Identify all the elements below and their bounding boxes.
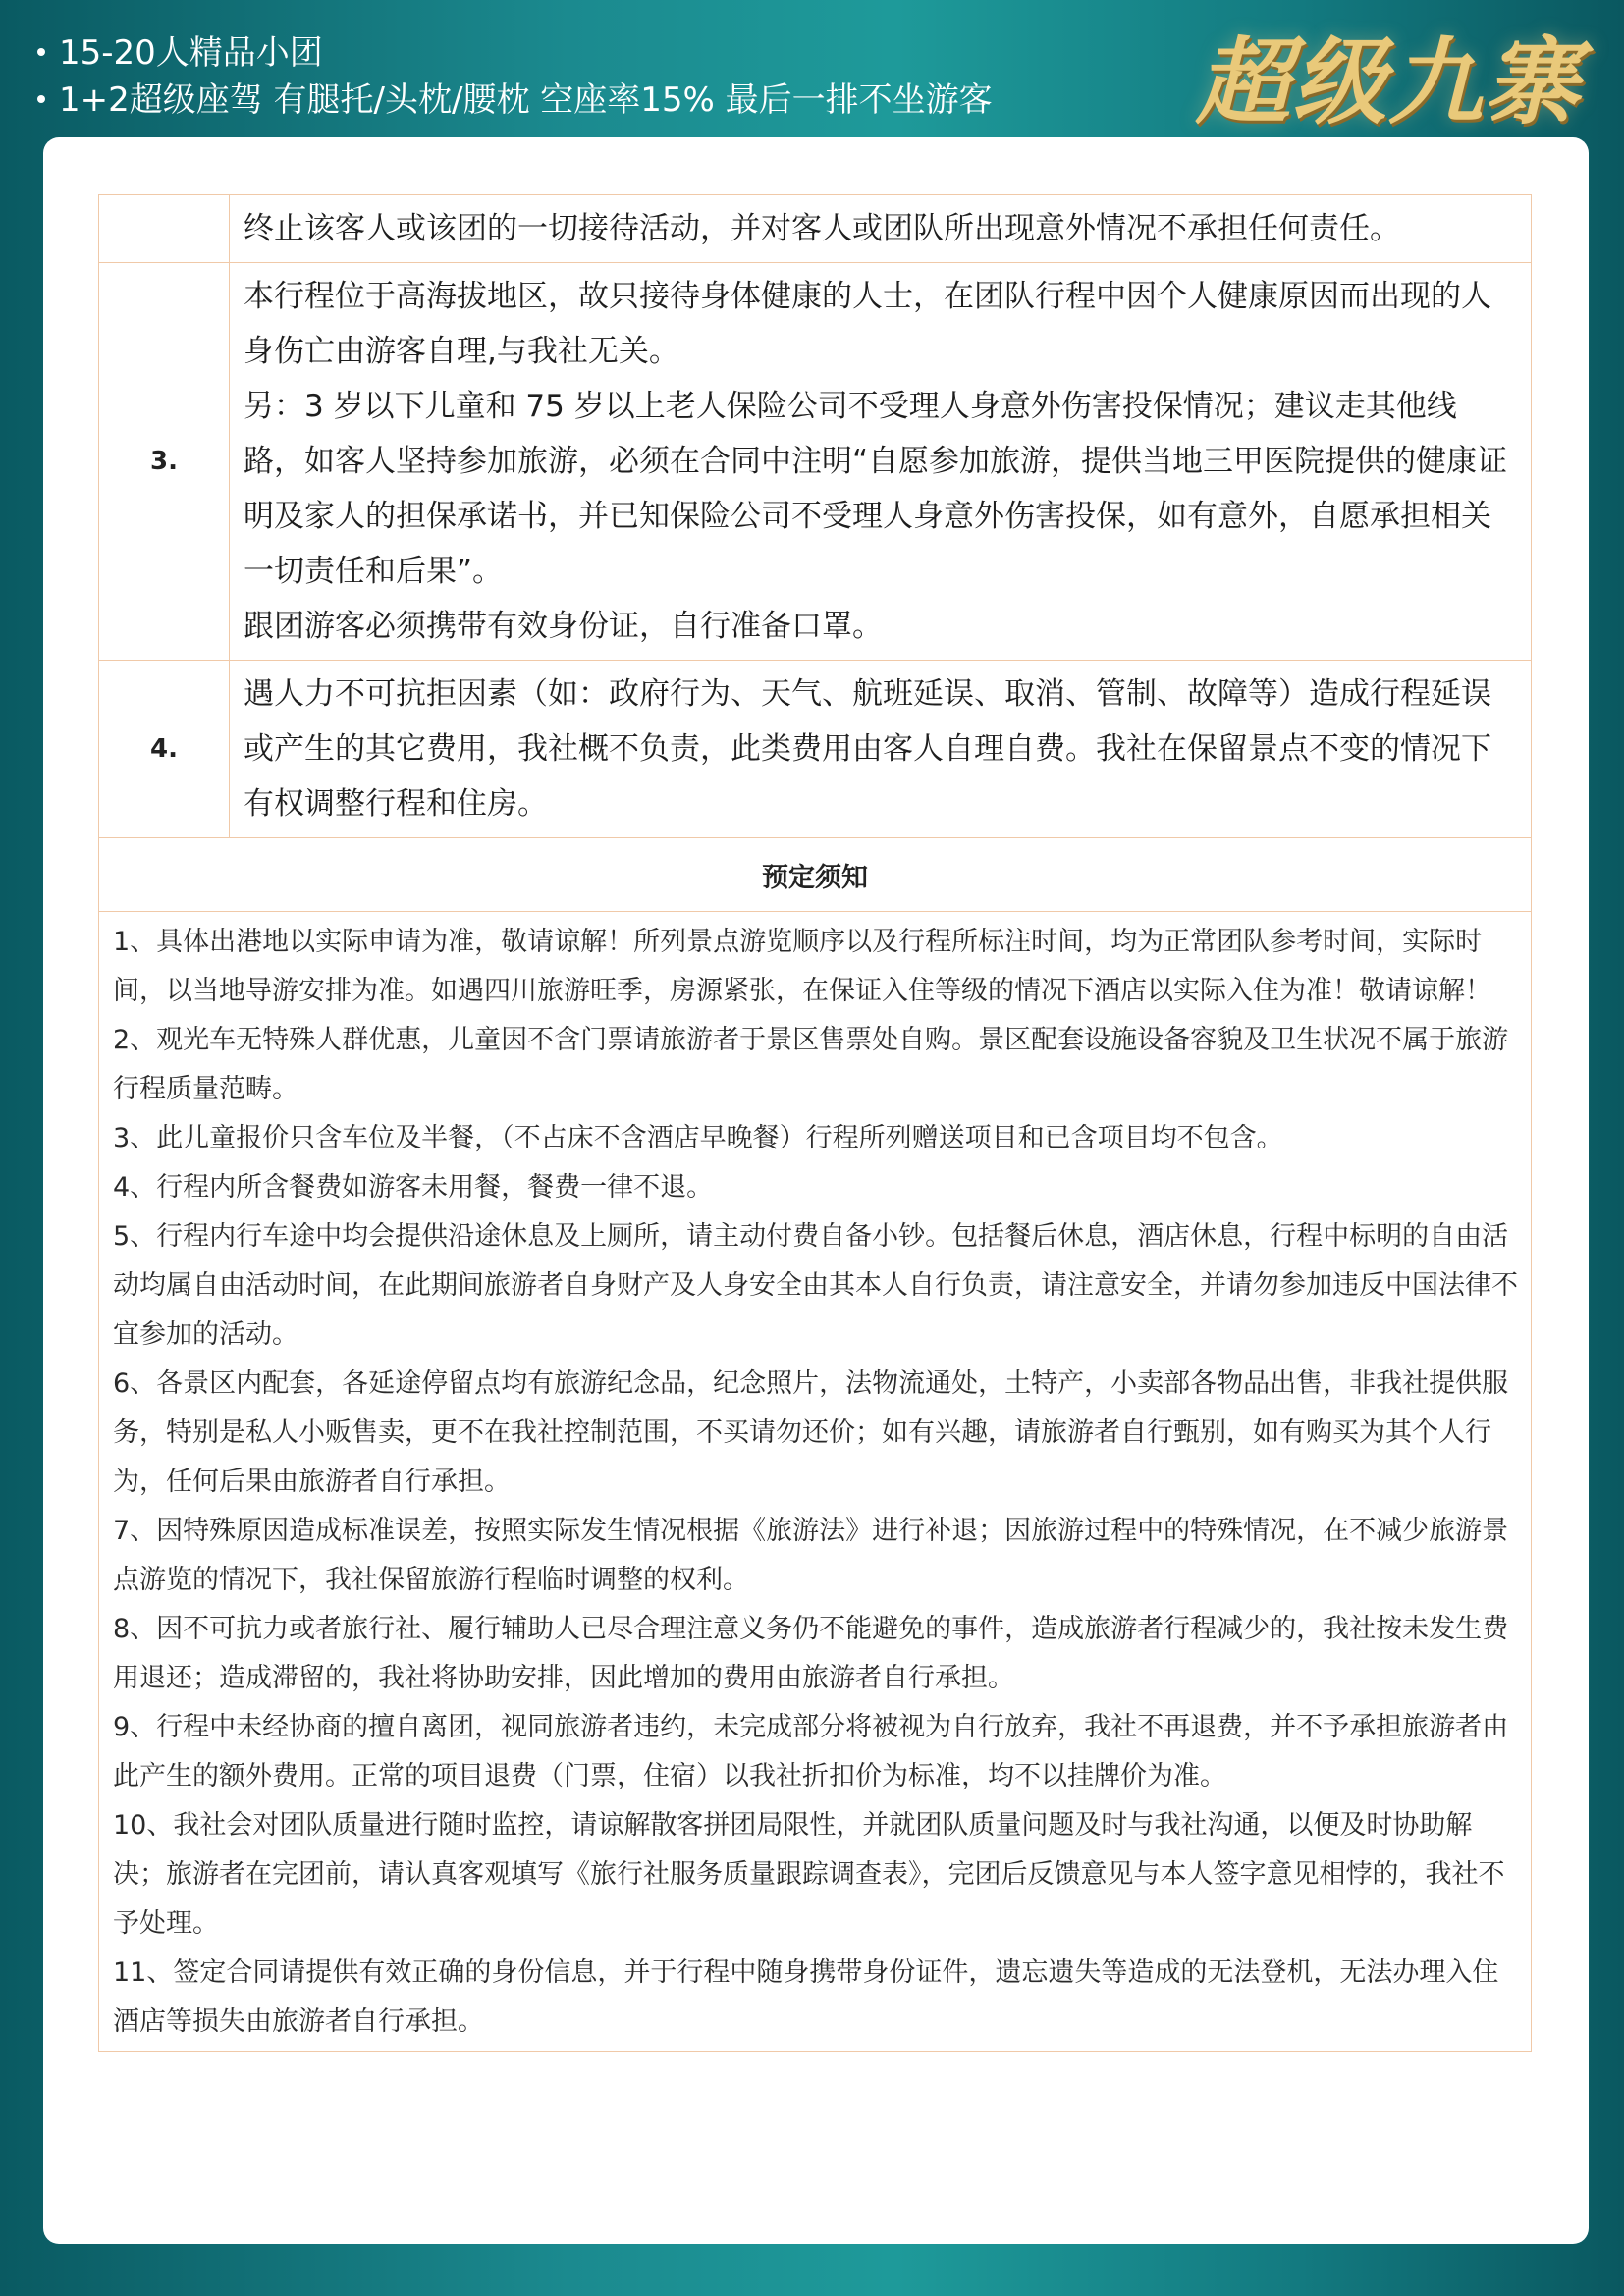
note-item: 6、各景区内配套，各延途停留点均有旅游纪念品，纪念照片，法物流通处，土特产，小卖部各物品出售，非我社提供服务，特别是私人小贩售卖，更不在我社控制范围，不买请勿还价；如有兴趣，请旅游者自行甄别，如有购买为其个人行为，任何后果由旅游者自行承担。 (113, 1368, 1509, 1497)
note-item: 10、我社会对团队质量进行随时监控，请谅解散客拼团局限性，并就团队质量问题及时与我社沟通，以便及时协助解决；旅游者在完团前，请认真客观填写《旅行社服务质量跟踪调查表》，完团后反馈意见与本人签字意见相悖的，我社不予处理。 (113, 1810, 1505, 1939)
row-number: 3. (99, 263, 230, 660)
bullet-dot-icon (37, 48, 45, 56)
row-number: 4. (99, 661, 230, 837)
content-card (43, 137, 1589, 2244)
row-paragraph: 另：3 岁以下儿童和 75 岁以上老人保险公司不受理人身意外伤害投保情况；建议走其他线路，如客人坚持参加旅游，必须在合同中注明“自愿参加旅游，提供当地三甲医院提供的健康证明及家人的担保承诺书，并已知保险公司不受理人身意外伤害投保，如有意外，自愿承担相关一切责任和后果”。 (244, 389, 1508, 589)
note-item: 2、观光车无特殊人群优惠，儿童因不含门票请旅游者于景区售票处自购。景区配套设施设备容貌及卫生状况不属于旅游行程质量范畴。 (113, 1025, 1509, 1104)
terms-table (98, 194, 1532, 2052)
note-item: 7、因特殊原因造成标准误差，按照实际发生情况根据《旅游法》进行补退；因旅游过程中的特殊情况，在不减少旅游景点游览的情况下，我社保留旅游行程临时调整的权利。 (113, 1516, 1509, 1595)
row-paragraph: 终止该客人或该团的一切接待活动，并对客人或团队所出现意外情况不承担任何责任。 (244, 211, 1400, 246)
row-content (230, 661, 1531, 837)
header-bullets (37, 29, 993, 124)
row-number (99, 195, 230, 262)
note-item: 8、因不可抗力或者旅行社、履行辅助人已尽合理注意义务仍不能避免的事件，造成旅游者行程减少的，我社按未发生费用退还；造成滞留的，我社将协助安排，因此增加的费用由旅游者自行承担。 (113, 1614, 1509, 1693)
header-bullet: 1+2超级座驾 有腿托/头枕/腰枕 空座率15% 最后一排不坐游客 (37, 77, 993, 124)
note-item: 11、签定合同请提供有效正确的身份信息，并于行程中随身携带身份证件，遗忘遗失等造成的无法登机，无法办理入住酒店等损失由旅游者自行承担。 (113, 1957, 1499, 2037)
row-paragraph: 本行程位于高海拔地区，故只接待身体健康的人士，在团队行程中因个人健康原因而出现的人身伤亡由游客自理,与我社无关。 (244, 279, 1491, 369)
header-bullet: 15-20人精品小团 (37, 29, 993, 77)
table-row (99, 195, 1531, 263)
note-item: 5、行程内行车途中均会提供沿途休息及上厕所，请主动付费自备小钞。包括餐后休息，酒店休息，行程中标明的自由活动均属自由活动时间，在此期间旅游者自身财产及人身安全由其本人自行负责，请注意安全，并请勿参加违反中国法律不宜参加的活动。 (113, 1221, 1518, 1350)
row-paragraph: 遇人力不可抗拒因素（如：政府行为、天气、航班延误、取消、管制、故障等）造成行程延误或产生的其它费用，我社概不负责，此类费用由客人自理自费。我社在保留景点不变的情况下有权调整行程和住房。 (244, 676, 1491, 822)
table-row (99, 661, 1531, 838)
table-row (99, 263, 1531, 661)
brand-logo: 超级九寨 (1196, 27, 1581, 137)
note-item: 1、具体出港地以实际申请为准，敬请谅解！所列景点游览顺序以及行程所标注时间，均为正常团队参考时间，实际时间，以当地导游安排为准。如遇四川旅游旺季，房源紧张，在保证入住等级的情况下酒店以实际入住为准！敬请谅解！ (113, 927, 1491, 1006)
bullet-dot-icon (37, 95, 45, 103)
row-content (230, 263, 1531, 660)
note-item: 4、行程内所含餐费如游客未用餐，餐费一律不退。 (113, 1172, 714, 1202)
row-content (230, 195, 1531, 262)
row-paragraph: 跟团游客必须携带有效身份证，自行准备口罩。 (244, 609, 883, 644)
booking-notes-title: 预定须知 (99, 838, 1531, 912)
booking-notes-list (99, 912, 1531, 2051)
note-item: 9、行程中未经协商的擅自离团，视同旅游者违约，未完成部分将被视为自行放弃，我社不再退费，并不予承担旅游者由此产生的额外费用。正常的项目退费（门票，住宿）以我社折扣价为标准，均不以挂牌价为准。 (113, 1712, 1509, 1791)
note-item: 3、此儿童报价只含车位及半餐，（不占床不含酒店早晚餐）行程所列赠送项目和已含项目均不包含。 (113, 1123, 1283, 1153)
